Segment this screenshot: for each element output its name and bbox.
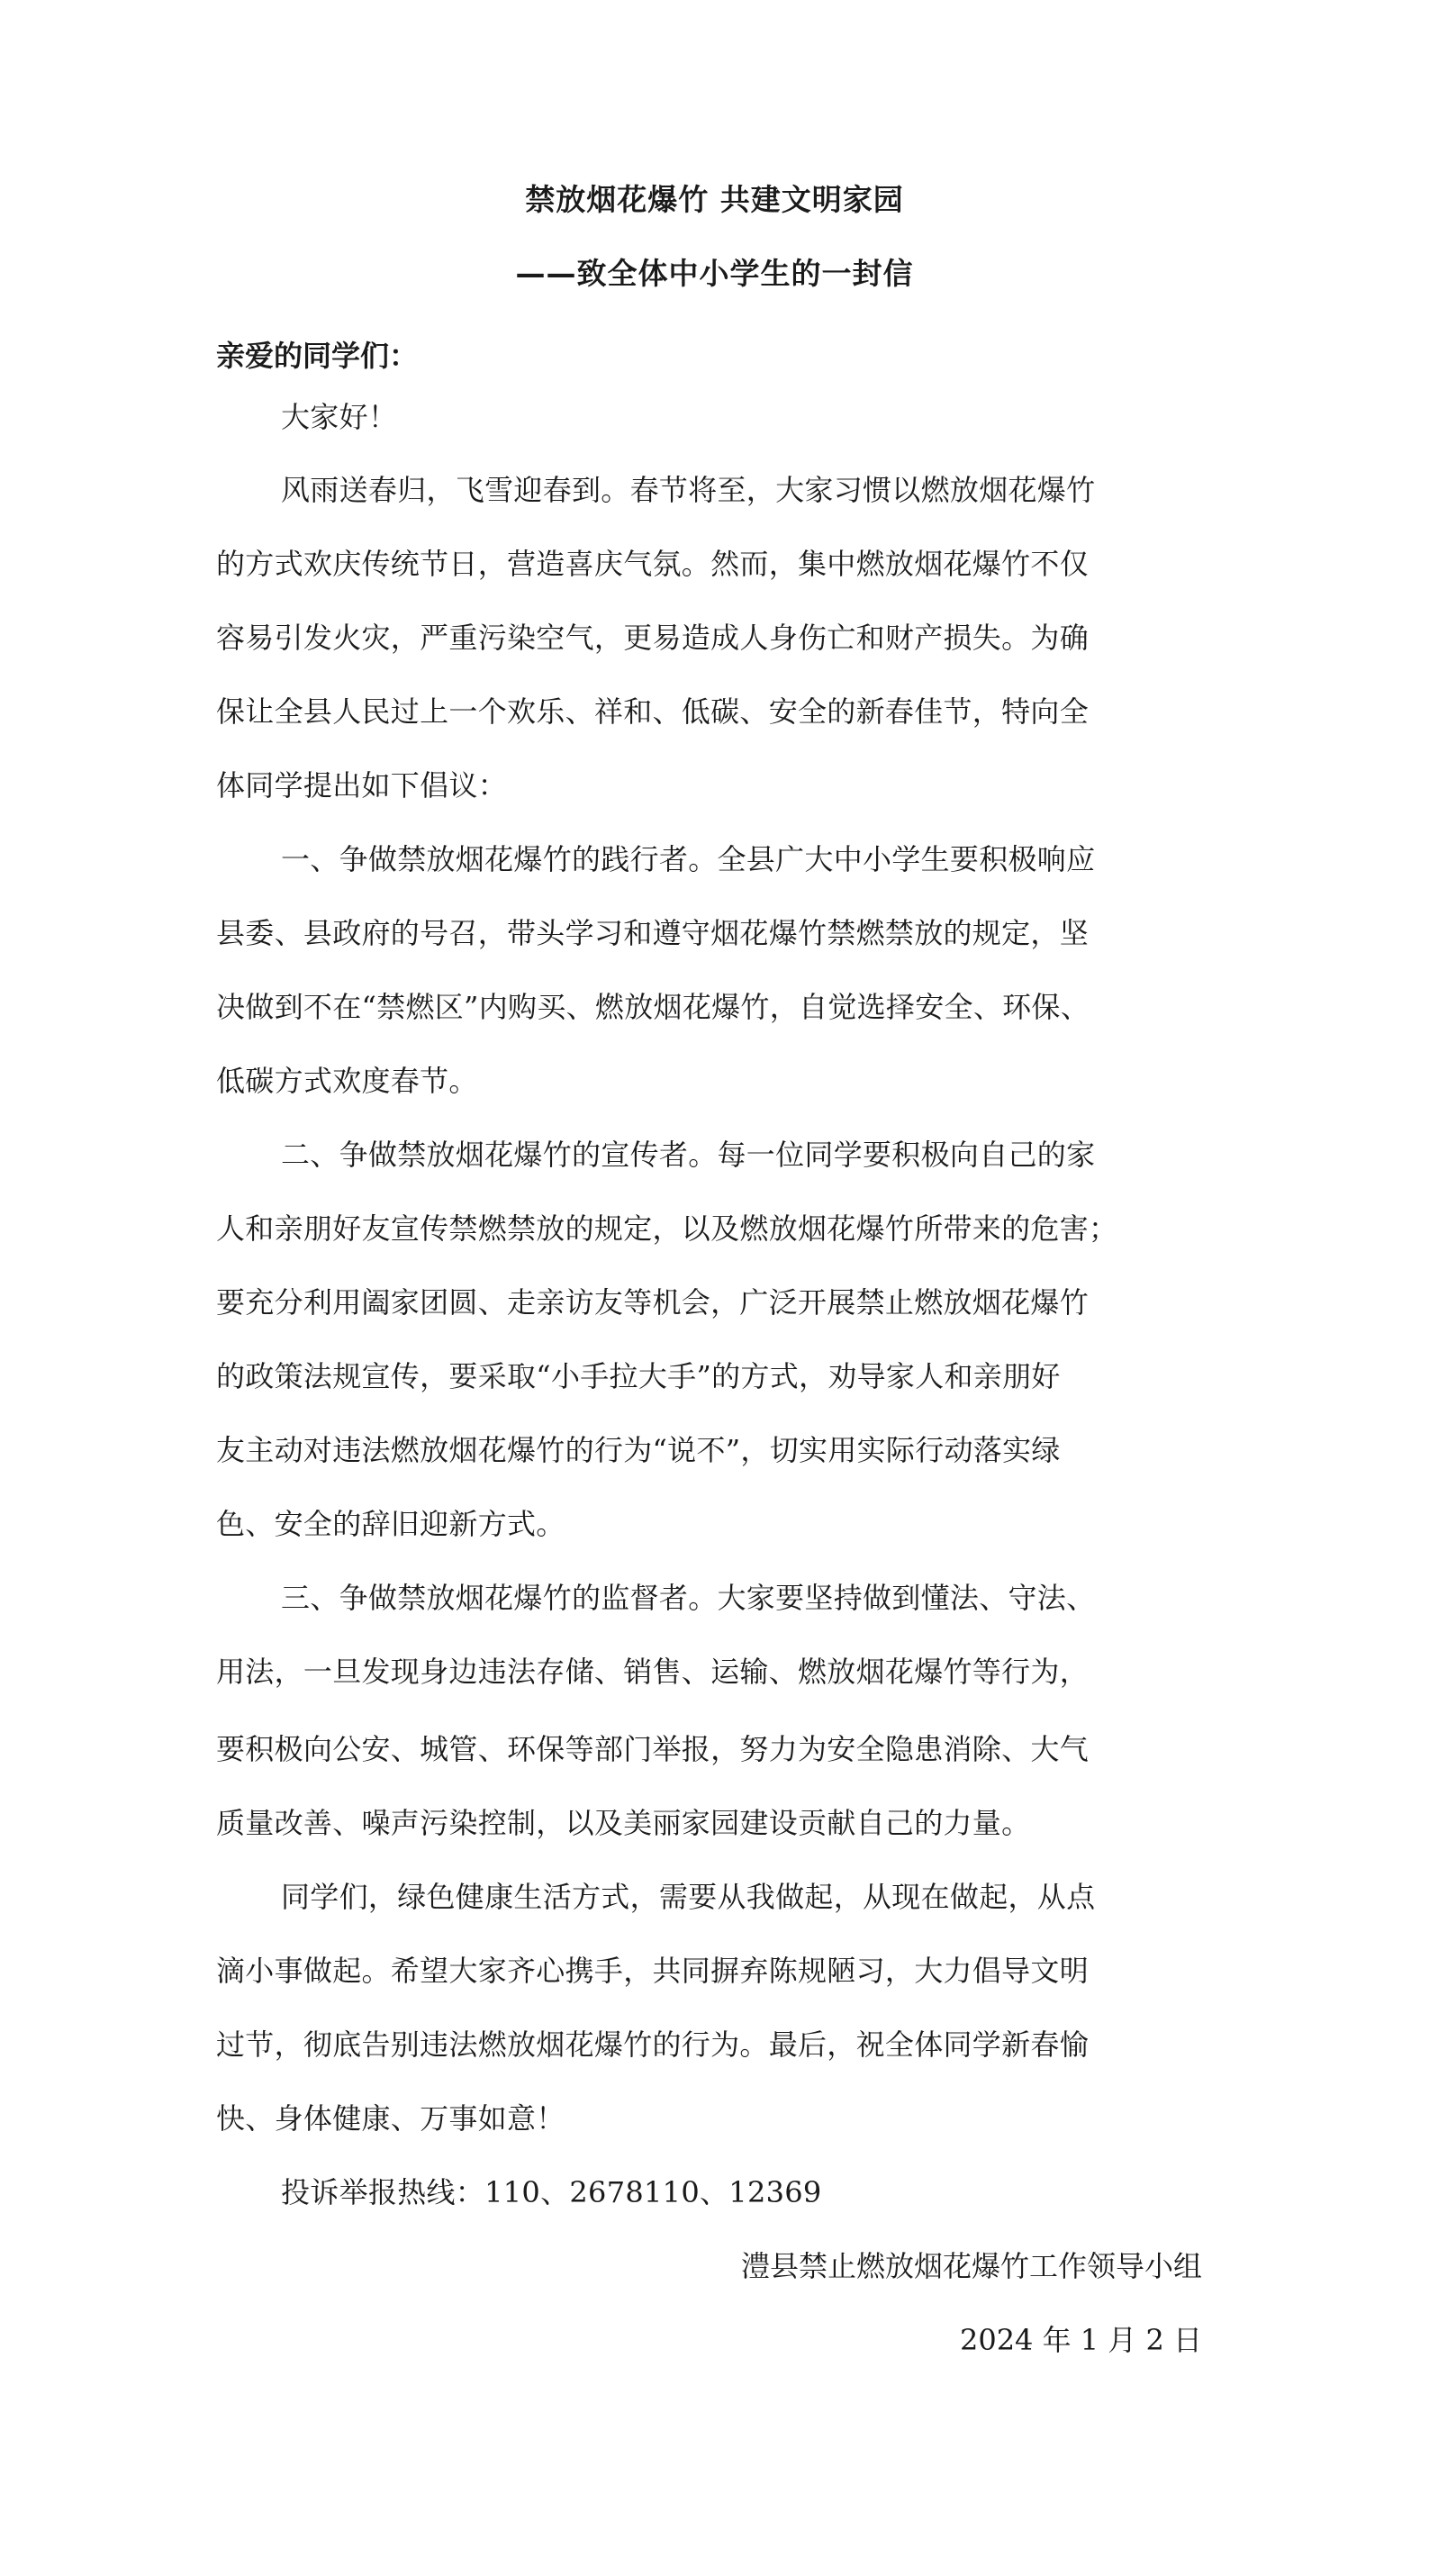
paragraph-one-line-1: 一、争做禁放烟花爆竹的践行者。全县广大中小学生要积极响应	[281, 842, 1096, 876]
paragraph-two-line-5: 友主动对违法燃放烟花爆竹的行为“说不”，切实用实际行动落实绿	[216, 1433, 1061, 1467]
paragraph-intro-line-5: 体同学提出如下倡议：	[216, 768, 508, 803]
paragraph-one-line-2: 县委、县政府的号召，带头学习和遵守烟花爆竹禁燃禁放的规定，坚	[216, 916, 1090, 950]
paragraph-two-line-6: 色、安全的辞旧迎新方式。	[216, 1507, 565, 1541]
document-subtitle: ——致全体中小学生的一封信	[515, 256, 914, 291]
paragraph-two-line-3: 要充分利用阖家团圆、走亲访友等机会，广泛开展禁止燃放烟花爆竹	[216, 1285, 1090, 1320]
paragraph-two-line-4: 的政策法规宣传，要采取“小手拉大手”的方式，劝导家人和亲朋好	[216, 1359, 1061, 1393]
paragraph-closing-line-4: 快、身体健康、万事如意！	[216, 2101, 565, 2136]
paragraph-closing-line-3: 过节，彻底告别违法燃放烟花爆竹的行为。最后，祝全体同学新春愉	[216, 2027, 1090, 2062]
paragraph-closing-line-2: 滴小事做起。希望大家齐心携手，共同摒弃陈规陋习，大力倡导文明	[216, 1954, 1090, 1988]
paragraph-intro-line-4: 保让全县人民过上一个欢乐、祥和、低碳、安全的新春佳节，特向全	[216, 694, 1090, 729]
hotline-line: 投诉举报热线：110、2678110、12369	[281, 2175, 822, 2209]
paragraph-two-line-1: 二、争做禁放烟花爆竹的宣传者。每一位同学要积极向自己的家	[281, 1138, 1096, 1172]
signature: 澧县禁止燃放烟花爆竹工作领导小组	[740, 2249, 1202, 2283]
paragraph-intro-line-2: 的方式欢庆传统节日，营造喜庆气氛。然而，集中燃放烟花爆竹不仅	[216, 547, 1090, 581]
document-title: 禁放烟花爆竹 共建文明家园	[525, 182, 904, 217]
paragraph-intro-line-1: 风雨送春归，飞雪迎春到。春节将至，大家习惯以燃放烟花爆竹	[281, 473, 1096, 507]
paragraph-three-line-1: 三、争做禁放烟花爆竹的监督者。大家要坚持做到懂法、守法、	[281, 1581, 1096, 1615]
paragraph-one-line-3: 决做到不在“禁燃区”内购买、燃放烟花爆竹，自觉选择安全、环保、	[216, 990, 1090, 1024]
paragraph-intro-line-3: 容易引发火灾，严重污染空气，更易造成人身伤亡和财产损失。为确	[216, 621, 1090, 655]
paragraph-three-line-4: 质量改善、噪声污染控制，以及美丽家园建设贡献自己的力量。	[216, 1806, 1031, 1840]
paragraph-one-line-4: 低碳方式欢度春节。	[216, 1064, 478, 1098]
paragraph-closing-line-1: 同学们，绿色健康生活方式，需要从我做起，从现在做起，从点	[281, 1880, 1096, 1914]
greeting-line: 大家好！	[281, 400, 398, 434]
paragraph-two-line-2: 人和亲朋好友宣传禁燃禁放的规定，以及燃放烟花爆竹所带来的危害；	[216, 1211, 1118, 1246]
paragraph-three-line-2: 用法，一旦发现身边违法存储、销售、运输、燃放烟花爆竹等行为，	[216, 1655, 1090, 1689]
date: 2024 年 1 月 2 日	[959, 2323, 1202, 2357]
paragraph-three-line-3: 要积极向公安、城管、环保等部门举报，努力为安全隐患消除、大气	[216, 1732, 1090, 1766]
salutation: 亲爱的同学们：	[216, 339, 419, 373]
